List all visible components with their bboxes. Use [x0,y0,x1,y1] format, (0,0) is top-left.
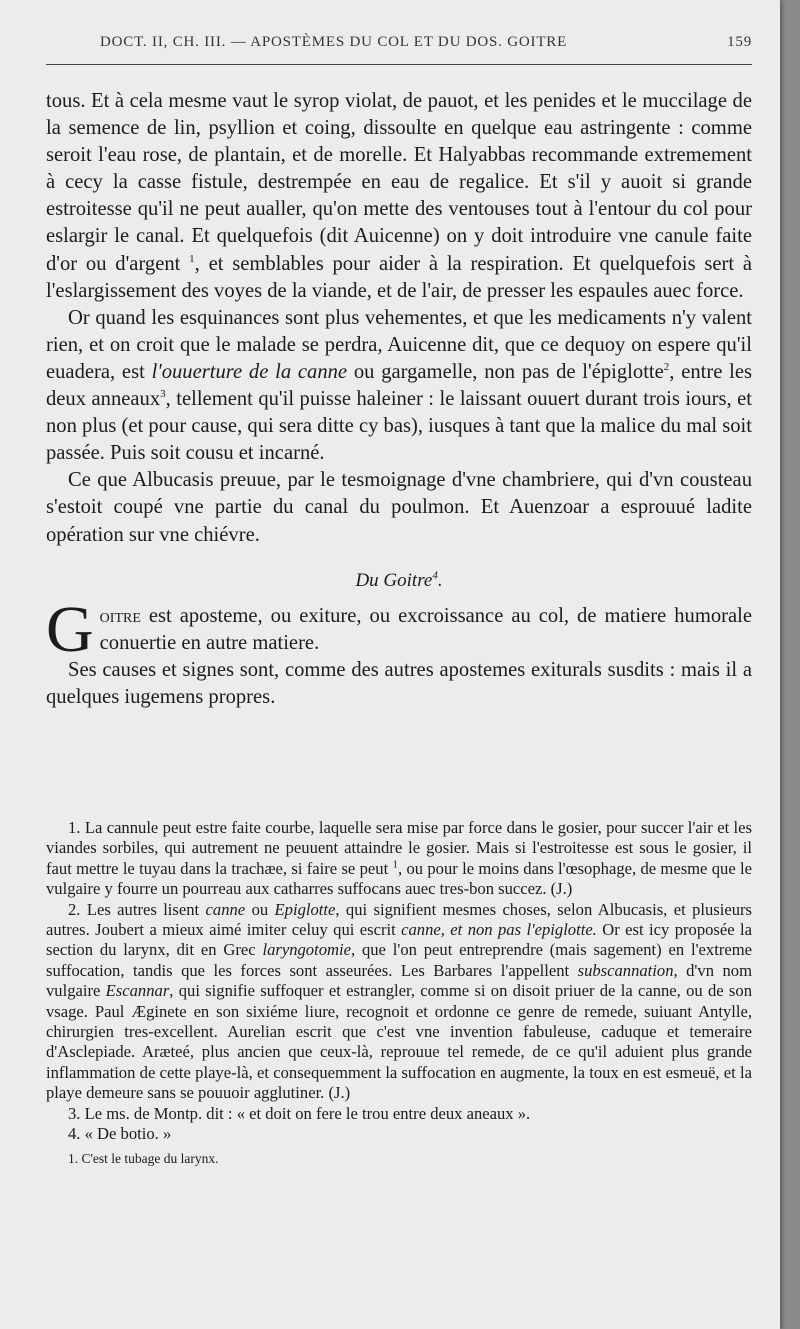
running-title: DOCT. II, CH. III. — APOSTÈMES DU COL ET DU DOS. GOITRE [100,34,568,50]
main-text [46,88,752,711]
page-number: 159 [727,34,752,50]
footnote-ref-2: 2 [663,361,670,374]
footnote-4: 4. « De botio. » [68,1124,172,1144]
small-caps-word: oitre [99,604,141,627]
paragraph-4: Goitre est aposteme, ou exiture, ou excroissance au col, de matiere humorale conuertie en autre matiere. [46,592,752,666]
header-rule [46,64,752,65]
sub-footnote-1: 1. C'est le tubage du larynx. [68,1150,219,1166]
drop-cap: G [46,592,94,666]
paragraph-5: Ses causes et signes sont, comme des autres apostemes exiturals susdits : mais il a quelques iugemens propres. [46,658,752,708]
paragraph-3: Ce que Albucasis preuue, par le tesmoignage d'vne chambriere, qui d'vn cousteau s'estoit coupé vne partie du canal du poulmon. Et Auenzoar a esprouué ladite opération sur vne chiévre. [46,469,752,546]
footnote-2: 2. Les autres lisent canne ou Epiglotte, qui signifient mesmes choses, selon Albucasis, et plusieurs autres. Joubert a mieux aimé imiter celuy qui escrit canne, et non pas l'epiglotte. Or est icy proposée la section du larynx, dit en Grec laryngotomie, que l'on peut entreprendre (mais sagement) en l'extreme suffocation, tandis que les forces sont asseurées. Les Barbares l'appellent subscannation, d'vn nom vulgaire Escannar, qui signifie suffoquer et estrangler, comme si on disoit priuer de la canne, ou de son vsage. Paul Æginete en son sixiéme liure, recognoit et ordonne ce genre de remede, suiuant Antylle, chirurgien tres-excellent. Aurelian escrit que c'est vne invention fabuleuse, caduque et temeraire d'Asclepiade. Aræteé, plus ancien que ceux-là, reprouue tel remede, de ce qu'il aduient plus grande inflammation de cette playe-là, et consequemment la suffocation en augmente, la toux en est esmeuë, et la playe demeure sans se pouuoir agglutiner. (J.) [46,899,752,1103]
footnote-ref-3: 3 [160,388,166,401]
footnotes [46,818,752,1169]
italic-term: l'ouuerture de la canne [151,360,348,383]
footnote-1: 1. La cannule peut estre faite courbe, laquelle sera mise par force dans le gosier, pour succer l'air et les viandes sorbiles, qui autrement ne peuuent attaindre le gosier. Mais si l'estroitesse est sous le gosier, il faut mettre le tuyau dans la trachæe, si faire se peut $^1$, ou pour le moins dans l'œsophage, de mesme que le vulgaire y fourre un pourreau aux catharres suffocans auec tres-bon succez. (J.) [46,818,752,899]
paragraph-1: tous. Et à cela mesme vaut le syrop violat, de pauot, et les penides et le muccilage de la semence de lin, psyllion et coing, dissoulte en quelque eau astringente : comme seroit l'eau rose, de plantain, et de morelle. Et Halyabbas recommande extremement à cecy la casse fistule, destrempée en eau de regalice. Et s'il y auoit si grande estroitesse qu'il ne peut aualler, qu'on mette des ventouses tout à l'entour du col pour eslargir le canal. Et quelquefois (dit Auicenne) on y doit introduire vne canule faite d'or ou d'argent $^1$, et semblables pour aider à la respiration. Et quelquefois sert à l'eslargissement des voyes de la viande, et de l'air, de presser les espaules auec force. [46,90,752,302]
footnote-ref-4: 4 [432,569,438,582]
footnote-3: 3. Le ms. de Montp. dit : « et doit on fere le trou entre deux aneaux ». [68,1103,531,1123]
footnote-ref-1: 1 [189,252,195,265]
section-heading: Du Goitre$^4$. [355,569,443,591]
paragraph-2: Or quand les esquinances sont plus vehementes, et que les medicaments n'y valent rien, et on croit que le malade se perdra, Auicenne dit, que ce dequoy on espere qu'il euadera, est l'ouuerture de la canne ou gargamelle, non pas de l'épiglotte$^2$, entre les deux anneaux$^3$, tellement qu'il puisse haleiner : le laissant ouuert durant trois iours, et non plus (et pour cause, qui sera ditte cy bas), iusques à tant que la malice du mal soit passée. Puis soit cousu et incarné. [46,306,752,465]
